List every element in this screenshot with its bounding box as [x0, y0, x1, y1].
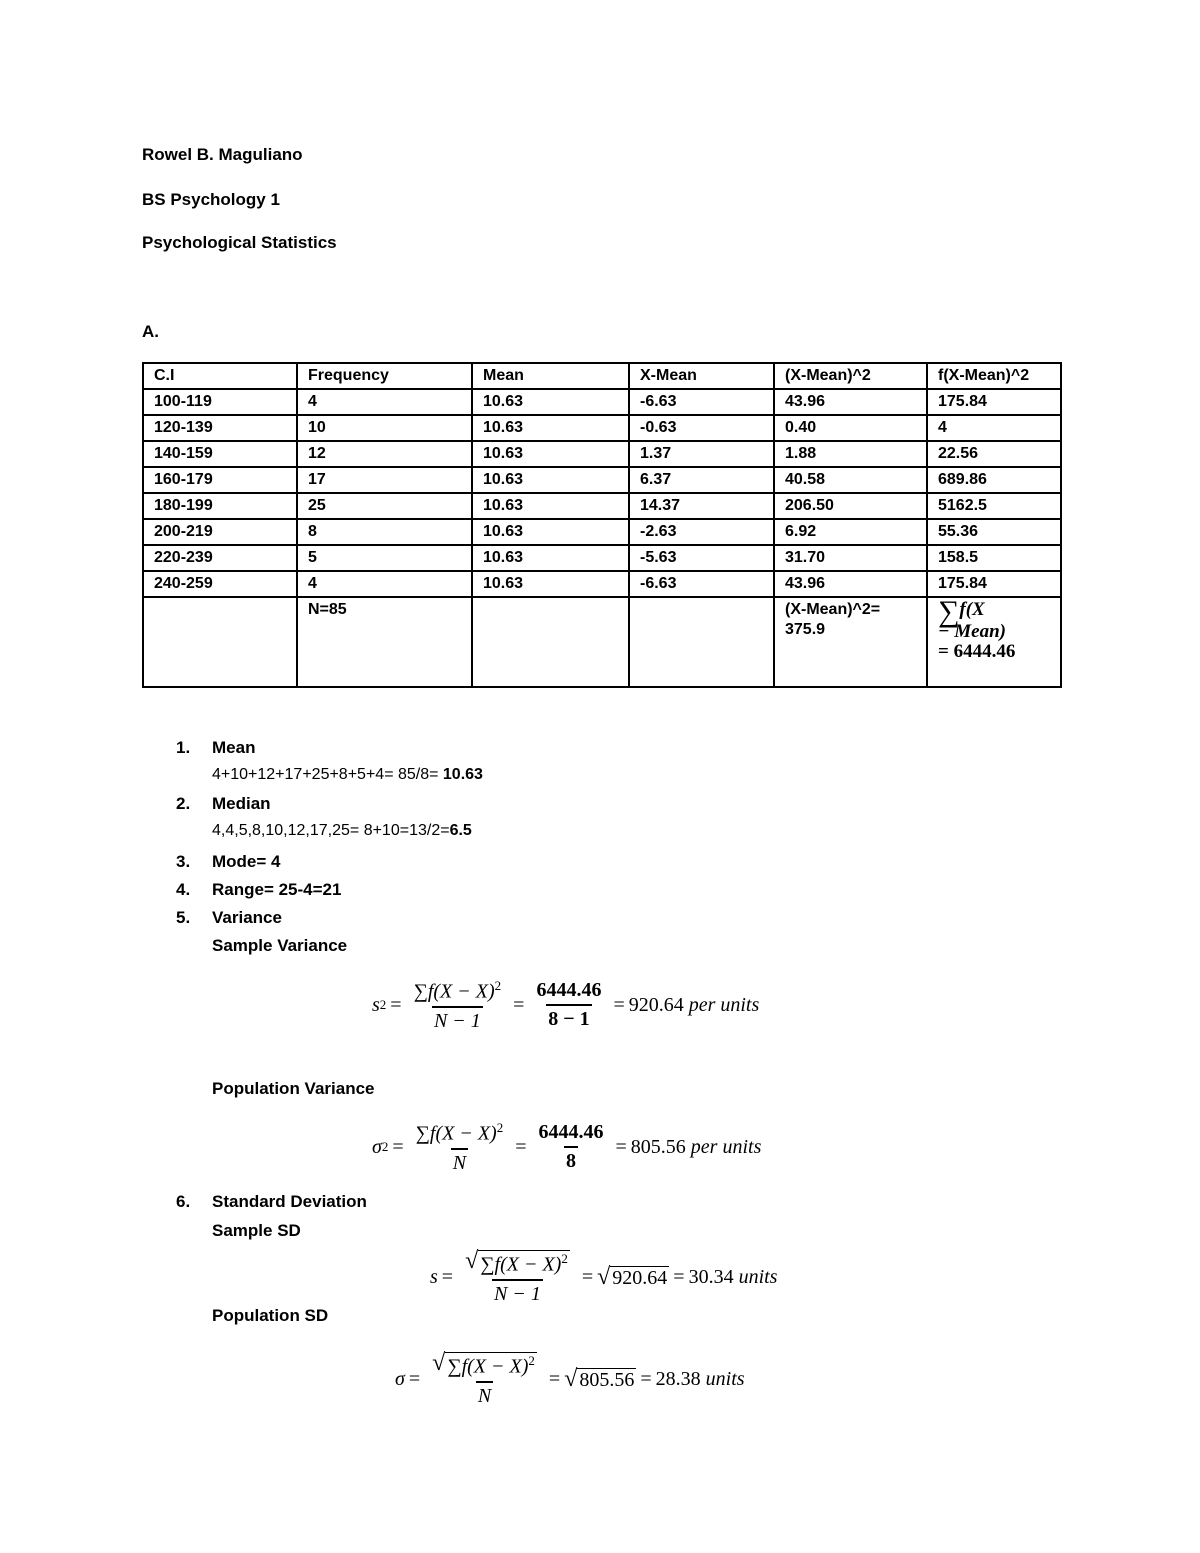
table-cell: 175.84	[927, 571, 1061, 597]
table-cell: 8	[297, 519, 472, 545]
header-cell: C.I	[143, 363, 297, 389]
sample-sd-formula: s = √ $\sum f(X - X)^2$ N − 1 = √ 920.64 = 30.34 units	[430, 1248, 778, 1305]
item-number: 3.	[176, 852, 191, 871]
table-cell: 10.63	[472, 545, 629, 571]
table-cell: 160-179	[143, 467, 297, 493]
table-cell: 4	[297, 389, 472, 415]
table-cell: 12	[297, 441, 472, 467]
table-cell: 55.36	[927, 519, 1061, 545]
header-cell: X-Mean	[629, 363, 774, 389]
table-cell: 40.58	[774, 467, 927, 493]
table-cell: 10.63	[472, 467, 629, 493]
table-cell: 10.63	[472, 493, 629, 519]
item-label-sd: Standard Deviation	[212, 1192, 367, 1211]
table-cell: 10.63	[472, 519, 629, 545]
table-cell: 100-119	[143, 389, 297, 415]
table-cell: 10.63	[472, 571, 629, 597]
table-cell: 120-139	[143, 415, 297, 441]
sample-sd-label: Sample SD	[212, 1221, 301, 1240]
table-cell	[629, 597, 774, 687]
table-cell: 10.63	[472, 415, 629, 441]
sample-variance-label: Sample Variance	[212, 936, 348, 955]
table-cell: 4	[927, 415, 1061, 441]
subject: Psychological Statistics	[142, 233, 337, 252]
sum-f-line3: = 6444.46	[938, 641, 1016, 662]
table-row	[143, 415, 1061, 441]
table-cell	[143, 597, 297, 687]
table-cell: 43.96	[774, 389, 927, 415]
sample-variance-formula: s 2 = $\frac{\sum f(X - X)^2}{N - 1}$ = $\frac{6444.46}{8 - 1}$ = 920.64 per units	[372, 978, 760, 1032]
item-number: 2.	[176, 794, 191, 813]
table-cell	[472, 597, 629, 687]
population-variance-label: Population Variance	[212, 1079, 375, 1098]
sum-f-line2: − Mean)	[938, 621, 1006, 642]
table-cell: 43.96	[774, 571, 927, 597]
table-footer-row	[143, 597, 1061, 687]
item-number: 6.	[176, 1192, 191, 1211]
item-number: 5.	[176, 908, 191, 927]
section-label: A.	[142, 322, 159, 341]
mean-computation: 4+10+12+17+25+8+5+4= 85/8= 10.63	[212, 766, 483, 783]
item-label-range: Range= 25-4=21	[212, 880, 342, 899]
student-name: Rowel B. Maguliano	[142, 145, 303, 164]
table-cell: 14.37	[629, 493, 774, 519]
population-sd-formula: σ = √ $\sum f(X - X)^2$ N = √ 805.56 = 28.38 units	[395, 1350, 745, 1407]
table-cell: -6.63	[629, 571, 774, 597]
table-cell: 10	[297, 415, 472, 441]
table-cell: 25	[297, 493, 472, 519]
table-row	[143, 571, 1061, 597]
item-label-variance: Variance	[212, 908, 282, 927]
table-cell: 5	[297, 545, 472, 571]
item-label-mean: Mean	[212, 738, 256, 757]
item-number: 1.	[176, 738, 191, 757]
sum-squares-cell	[774, 597, 927, 687]
table-cell: 5162.5	[927, 493, 1061, 519]
sum-squares-label: (X-Mean)^2=	[785, 601, 881, 618]
table-cell: 689.86	[927, 467, 1061, 493]
table-cell: 240-259	[143, 571, 297, 597]
table-cell: 0.40	[774, 415, 927, 441]
table-row	[143, 389, 1061, 415]
table-cell: 22.56	[927, 441, 1061, 467]
table-cell: 140-159	[143, 441, 297, 467]
table-cell: 200-219	[143, 519, 297, 545]
table-cell: 10.63	[472, 441, 629, 467]
header-cell: f(X-Mean)^2	[927, 363, 1061, 389]
header-cell: (X-Mean)^2	[774, 363, 927, 389]
table-cell: 206.50	[774, 493, 927, 519]
header-cell: Frequency	[297, 363, 472, 389]
table-cell: 6.92	[774, 519, 927, 545]
sum-squares-value: 375.9	[785, 621, 826, 638]
item-label-median: Median	[212, 794, 271, 813]
frequency-table	[142, 362, 1062, 688]
table-cell: -2.63	[629, 519, 774, 545]
table-cell: 6.37	[629, 467, 774, 493]
population-variance-formula: σ 2 = $\frac{\sum f(X - X)^2}{N}$ = $\frac{6444.46}{8}$ = 805.56 per units	[372, 1120, 762, 1174]
table-row	[143, 467, 1061, 493]
sum-f-line1: f(X	[959, 599, 985, 620]
table-cell: -6.63	[629, 389, 774, 415]
table-cell: 31.70	[774, 545, 927, 571]
table-cell: 1.88	[774, 441, 927, 467]
course: BS Psychology 1	[142, 190, 280, 209]
table-cell: 4	[297, 571, 472, 597]
table-cell: -0.63	[629, 415, 774, 441]
table-header-row	[143, 363, 1061, 389]
item-label-mode: Mode= 4	[212, 852, 281, 871]
table-cell: 17	[297, 467, 472, 493]
table-cell: -5.63	[629, 545, 774, 571]
table-row	[143, 545, 1061, 571]
sum-f-cell	[927, 597, 1061, 687]
population-sd-label: Population SD	[212, 1306, 329, 1325]
total-n-cell: N=85	[297, 597, 472, 687]
table-cell: 180-199	[143, 493, 297, 519]
median-computation: 4,4,5,8,10,12,17,25= 8+10=13/2=6.5	[212, 822, 472, 839]
table-row	[143, 441, 1061, 467]
table-cell: 158.5	[927, 545, 1061, 571]
header-cell: Mean	[472, 363, 629, 389]
table-row	[143, 519, 1061, 545]
table-row	[143, 493, 1061, 519]
sigma-symbol: ∑	[938, 595, 960, 628]
table-cell: 1.37	[629, 441, 774, 467]
item-number: 4.	[176, 880, 191, 899]
table-cell: 175.84	[927, 389, 1061, 415]
table-cell: 220-239	[143, 545, 297, 571]
table-cell: 10.63	[472, 389, 629, 415]
